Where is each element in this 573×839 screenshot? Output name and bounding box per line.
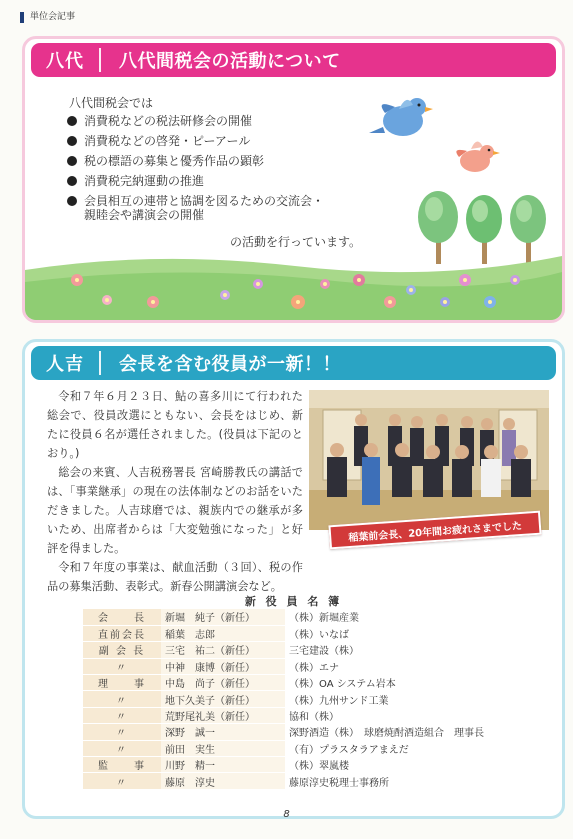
officer-position: 直前会長 (83, 625, 161, 641)
yatsushiro-banner (31, 43, 556, 77)
officer-position: 〃 (83, 740, 161, 756)
banner-divider (99, 48, 101, 72)
page-number: 8 (283, 809, 290, 820)
officer-position: 〃 (83, 724, 161, 740)
officer-company: （株）九州サンド工業 (285, 691, 513, 707)
table-row (83, 724, 513, 740)
table-row (83, 691, 513, 707)
intro-text: 八代間税会では (69, 96, 154, 110)
officer-position: 監 事 (83, 757, 161, 773)
officer-position: 〃 (83, 773, 161, 789)
officer-name: 中神 康博（新任） (161, 658, 285, 674)
table-row (83, 675, 513, 691)
bullet-icon (67, 196, 77, 206)
article-paragraph: 令和７年６月２３日、鮎の喜多川にて行われた総会で、役員改選にともない、会長をはじめ、新たに役員６名が選任されました。(役員は下記のとおり。) (47, 390, 303, 460)
banner-divider (99, 351, 101, 375)
flower-icon (253, 279, 263, 289)
flower-icon (353, 274, 365, 286)
flower-icon (220, 290, 230, 300)
list-item: 消費税などの税法研修会の開催 (67, 114, 367, 128)
flower-icon (147, 296, 159, 308)
officer-company: （株）エナ (285, 658, 513, 674)
pink-bird-icon (456, 141, 500, 172)
officer-name: 深野 誠一 (161, 724, 285, 740)
officer-position: 副 会 長 (83, 642, 161, 658)
flower-icon (71, 274, 83, 286)
banner-place: 八代 (46, 51, 84, 72)
flower-icon (320, 279, 330, 289)
photo-caption: 稲葉前会長、20年間お疲れさまでした (328, 511, 541, 550)
flower-icon (484, 296, 496, 308)
officer-position: 理 事 (83, 675, 161, 691)
blue-bird-icon (369, 98, 433, 136)
officer-name: 稲葉 志郎 (161, 625, 285, 641)
yatsushiro-card (22, 36, 565, 323)
officer-name: 新堀 純子（新任） (161, 609, 285, 625)
bullet-icon (67, 156, 77, 166)
officer-name: 地下久美子（新任） (161, 691, 285, 707)
article-paragraph: 総会の来賓、人吉税務署長 宮崎勝教氏の講話では、「事業継承」の現在の法体制などのお話をいただきました。人吉球磨では、親族内での継承が多いため、出席者からは「大変勉強になった」と好評を得ました。 (47, 466, 303, 555)
officer-company: 協和（株） (285, 707, 513, 723)
officer-position: 〃 (83, 658, 161, 674)
officer-name: 藤原 淳史 (161, 773, 285, 789)
bullet-icon (67, 136, 77, 146)
list-item: 税の標語の募集と優秀作品の顕彰 (67, 154, 367, 168)
officer-name: 川野 精一 (161, 757, 285, 773)
officer-name: 荒野尾礼美（新任） (161, 707, 285, 723)
officer-company: （有）プラスタラアまえだ (285, 740, 513, 756)
table-row (83, 707, 513, 723)
bullet-icon (67, 116, 77, 126)
banner-title: 会長を含む役員が一新！！ (119, 354, 341, 375)
activity-list (67, 114, 367, 228)
officer-company: （株）翠嵐楼 (285, 757, 513, 773)
officer-company: （株）いなば (285, 625, 513, 641)
table-row (83, 757, 513, 773)
section-tag: 単位会記事 (20, 12, 75, 23)
group-photo-illustration (309, 390, 549, 530)
officer-company: 三宅建設（株） (285, 642, 513, 658)
article-body (47, 387, 303, 596)
officer-name: 中島 尚子（新任） (161, 675, 285, 691)
list-item: 消費税などの啓発・ピーアール (67, 134, 367, 148)
flower-icon (440, 297, 450, 307)
hitoyoshi-banner (31, 346, 556, 380)
officer-position: 〃 (83, 691, 161, 707)
flower-icon (102, 295, 112, 305)
table-row (83, 773, 513, 789)
officer-company: 藤原淳史税理士事務所 (285, 773, 513, 789)
officer-name: 前田 実生 (161, 740, 285, 756)
roster-title: 新 役 員 名 簿 (244, 595, 343, 608)
flower-icon (291, 295, 305, 309)
table-row (83, 609, 513, 625)
table-row (83, 642, 513, 658)
group-photo (309, 390, 549, 530)
officer-company: （株）新堀産業 (285, 609, 513, 625)
table-row (83, 740, 513, 756)
flower-icon (406, 285, 416, 295)
flower-icon (384, 296, 396, 308)
banner-title: 八代間税会の活動について (119, 51, 341, 72)
officer-position: 〃 (83, 707, 161, 723)
hitoyoshi-card (22, 339, 565, 819)
officer-position: 会 長 (83, 609, 161, 625)
flower-icon (510, 275, 520, 285)
closing-text: の活動を行っています。 (230, 235, 362, 249)
officer-company: （株）OA システム岩本 (285, 675, 513, 691)
article-paragraph: 令和７年度の事業は、献血活動（３回）、税の作品の募集活動、表彰式。新春公開講演会など。 (47, 561, 303, 593)
table-row (83, 658, 513, 674)
officer-roster-table (83, 609, 513, 790)
banner-place: 人吉 (46, 354, 84, 375)
meadow-illustration (25, 250, 562, 320)
flower-icon (459, 274, 471, 286)
list-item: 会員相互の連帯と協調を図るための交流会・ 親睦会や講演会の開催 (67, 194, 367, 222)
table-row (83, 625, 513, 641)
bullet-icon (67, 176, 77, 186)
officer-name: 三宅 祐二（新任） (161, 642, 285, 658)
officer-company: 深野酒造（株） 球磨焼酎酒造組合 理事長 (285, 724, 513, 740)
list-item: 消費税完納運動の推進 (67, 174, 367, 188)
